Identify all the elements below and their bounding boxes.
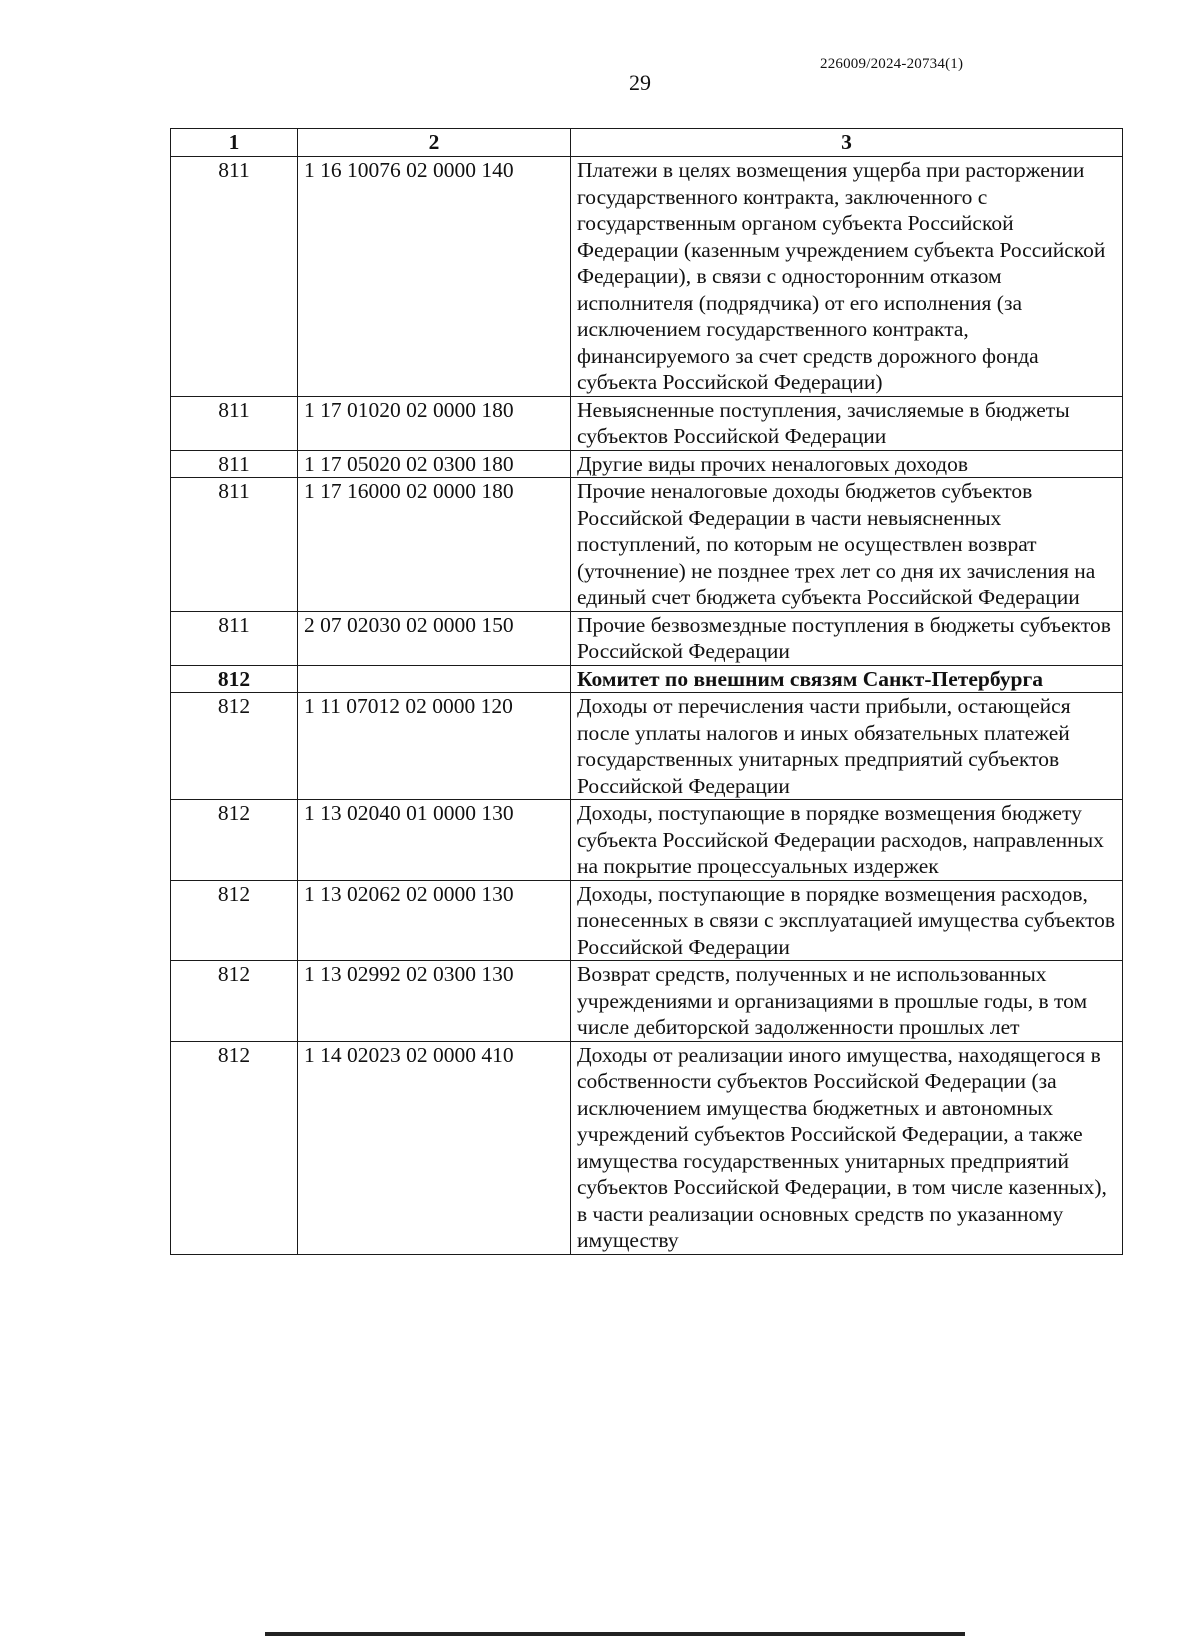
page-number: 29 — [629, 70, 651, 95]
budget-code-cell: 1 16 10076 02 0000 140 — [298, 157, 571, 397]
admin-code-cell: 812 — [171, 961, 298, 1042]
admin-code-cell: 811 — [171, 157, 298, 397]
column-header-1: 1 — [171, 129, 298, 157]
budget-code-cell: 1 13 02062 02 0000 130 — [298, 880, 571, 961]
admin-code-cell: 811 — [171, 396, 298, 450]
table-row — [171, 880, 1123, 961]
admin-code-cell: 811 — [171, 478, 298, 612]
document-id: 226009/2024-20734(1) — [820, 56, 964, 72]
admin-code-cell: 812 — [171, 693, 298, 800]
admin-code-cell: 812 — [171, 665, 298, 693]
revenue-name-cell: Прочие неналоговые доходы бюджетов субъектов Российской Федерации в части невыясненных поступлений, по которым не осуществлен возврат (уточнение) не позднее трех лет со дня их зачисления на единый счет бюджета субъекта Российской Федерации — [571, 478, 1123, 612]
budget-code-cell: 1 14 02023 02 0000 410 — [298, 1041, 571, 1254]
revenue-name-cell: Прочие безвозмездные поступления в бюджеты субъектов Российской Федерации — [571, 611, 1123, 665]
revenue-name-cell: Платежи в целях возмещения ущерба при расторжении государственного контракта, заключенного с государственным органом субъекта Российской Федерации (казенным учреждением субъекта Российской Федерации), в связи с односторонним отказом исполнителя (подрядчика) от его исполнения (за исключением государственного контракта, финансируемого за счет средств дорожного фонда субъекта Российской Федерации) — [571, 157, 1123, 397]
budget-code-cell: 1 17 16000 02 0000 180 — [298, 478, 571, 612]
column-header-3: 3 — [571, 129, 1123, 157]
revenue-name-cell: Доходы от перечисления части прибыли, остающейся после уплаты налогов и иных обязательных платежей государственных унитарных предприятий субъектов Российской Федерации — [571, 693, 1123, 800]
revenue-name-cell: Другие виды прочих неналоговых доходов — [571, 450, 1123, 478]
table-row — [171, 693, 1123, 800]
budget-code-cell — [298, 665, 571, 693]
budget-code-cell: 1 13 02992 02 0300 130 — [298, 961, 571, 1042]
budget-code-cell: 2 07 02030 02 0000 150 — [298, 611, 571, 665]
table-row — [171, 800, 1123, 881]
budget-revenue-table — [170, 128, 1123, 1255]
table-header-row — [171, 129, 1123, 157]
admin-code-cell: 811 — [171, 450, 298, 478]
revenue-name-cell: Комитет по внешним связям Санкт-Петербурга — [571, 665, 1123, 693]
revenue-name-cell: Доходы, поступающие в порядке возмещения расходов, понесенных в связи с эксплуатацией имущества субъектов Российской Федерации — [571, 880, 1123, 961]
admin-code-cell: 812 — [171, 800, 298, 881]
table-row — [171, 961, 1123, 1042]
revenue-name-cell: Невыясненные поступления, зачисляемые в бюджеты субъектов Российской Федерации — [571, 396, 1123, 450]
admin-code-cell: 812 — [171, 1041, 298, 1254]
revenue-name-cell: Возврат средств, полученных и не использованных учреждениями и организациями в прошлые годы, в том числе дебиторской задолженности прошлых лет — [571, 961, 1123, 1042]
budget-code-cell: 1 17 05020 02 0300 180 — [298, 450, 571, 478]
scan-edge-line — [265, 1632, 965, 1636]
budget-code-cell: 1 13 02040 01 0000 130 — [298, 800, 571, 881]
budget-code-cell: 1 11 07012 02 0000 120 — [298, 693, 571, 800]
table-row — [171, 450, 1123, 478]
table-row — [171, 1041, 1123, 1254]
table-row — [171, 396, 1123, 450]
table-row — [171, 611, 1123, 665]
admin-code-cell: 812 — [171, 880, 298, 961]
table-row — [171, 157, 1123, 397]
admin-code-cell: 811 — [171, 611, 298, 665]
revenue-name-cell: Доходы от реализации иного имущества, находящегося в собственности субъектов Российской Федерации (за исключением имущества бюджетных и автономных учреждений субъектов Российской Федерации, а также имущества государственных унитарных предприятий субъектов Российской Федерации, в том числе казенных), в части реализации основных средств по указанному имуществу — [571, 1041, 1123, 1254]
budget-code-cell: 1 17 01020 02 0000 180 — [298, 396, 571, 450]
column-header-2: 2 — [298, 129, 571, 157]
table-row — [171, 478, 1123, 612]
table-row — [171, 665, 1123, 693]
revenue-name-cell: Доходы, поступающие в порядке возмещения бюджету субъекта Российской Федерации расходов, направленных на покрытие процессуальных издержек — [571, 800, 1123, 881]
